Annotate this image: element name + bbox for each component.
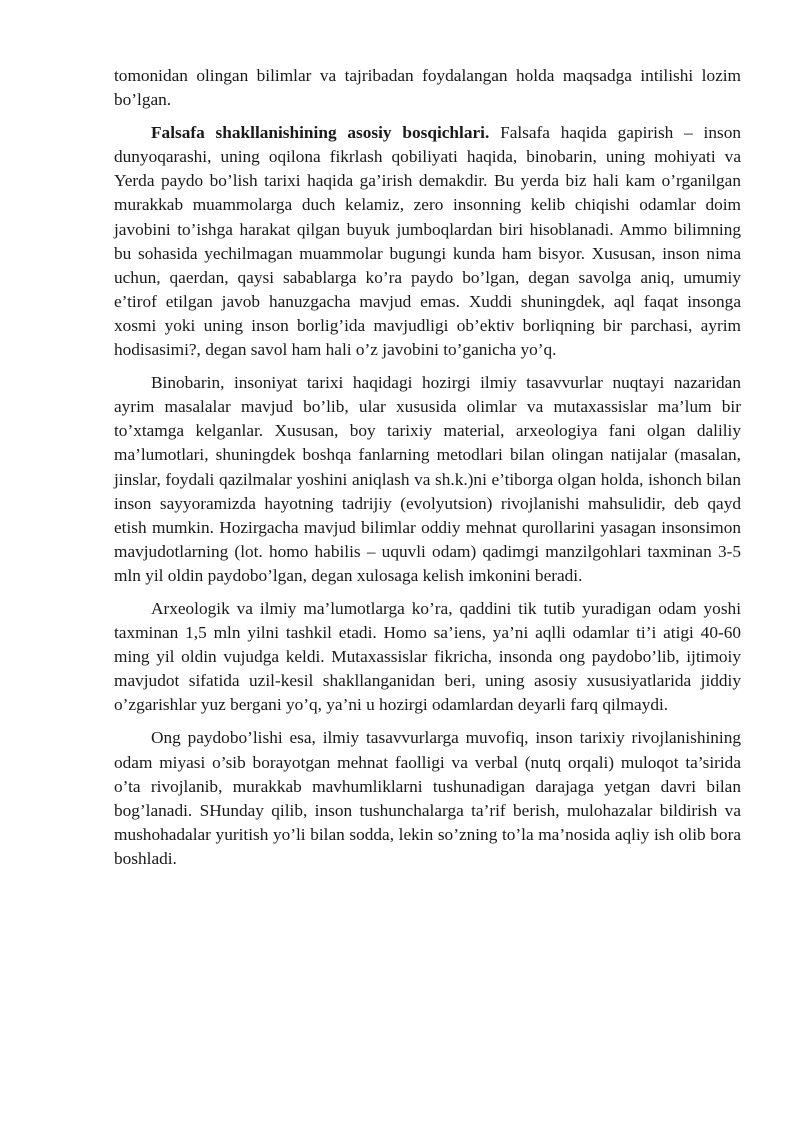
- section-heading: Falsafa shakllanishining asosiy bosqichlari.: [151, 123, 490, 143]
- paragraph-consciousness: [114, 726, 741, 871]
- paragraph-text: tomonidan olingan bilimlar va tajribadan foydalangan holda maqsadga intilishi lozim bo’lgan.: [114, 66, 741, 110]
- paragraph-history: [114, 371, 741, 588]
- paragraph-text: Falsafa haqida gapirish – inson dunyoqarashi, uning oqilona fikrlash qobiliyati haqida, binobarin, uning mohiyati va Yerda paydo bo’lish tarixi haqida ga’irish demakdir. Bu yerda biz hali kam o’rganilgan murakkab muammolarga duch kelamiz, zero insonning kelib chiqishi odamlar doim javobini to’ishga harakat qilgan buyuk jumboqlardan biri hisoblanadi. Ammo bilimning bu sohasida yechilmagan muammolar bugungi kunda ham bisyor. Xususan, inson nima uchun, qaerdan, qaysi sabablarga ko’ra paydo bo’lgan, degan savolga aniq, umumiy e’tirof etilgan javob hanuzgacha mavjud emas. Xuddi shuningdek, aql faqat insonga xosmi yoki uning inson borlig’ida mavjudligi ob’ektiv borliqning bir parchasi, ayrim hodisasimi?, degan savol ham hali o’z javobini to’ganicha yo’q.: [114, 123, 741, 360]
- paragraph-text: Binobarin, insoniyat tarixi haqidagi hozirgi ilmiy tasavvurlar nuqtayi nazaridan ayrim masalalar mavjud bo’lib, ular xususida olimlar va mutaxassislar ma’lum bir to’xtamga kelganlar. Xususan, boy tarixiy material, arxeologiya fani olgan daliliy ma’lumotlari, shuningdek boshqa fanlarning metodlari bilan olingan natijalar (masalan, jinslar, foydali qazilmalar yoshini aniqlash va sh.k.)ni e’tiborga olgan holda, ishonch bilan inson sayyoramizda hayotning tadrijiy (evolyutsion) rivojlanishi mahsulidir, deb qayd etish mumkin. Hozirgacha mavjud bilimlar oddiy mehnat qurollarini yasagan insonsimon mavjudotlarning (lot. homo habilis – uquvli odam) qadimgi manzilgohlari taxminan 3-5 mln yil oldin paydobo’lgan, degan xulosaga kelish imkonini beradi.: [114, 373, 741, 585]
- document-page: [114, 64, 741, 880]
- paragraph-text: Ong paydobo’lishi esa, ilmiy tasavvurlarga muvofiq, inson tarixiy rivojlanishining odam miyasi o’sib borayotgan mehnat faolligi va verbal (nutq orqali) muloqot ta’sirida o’ta rivojlanib, murakkab mavhumliklarni tushunadigan darajaga yetgan davri bilan bog’lanadi. SHunday qilib, inson tushunchalarga ta’rif berish, mulohazalar bildirish va mushohadalar yuritish yo’li bilan sodda, lekin so’zning to’la ma’nosida aqliy ish olib bora boshladi.: [114, 728, 741, 868]
- paragraph-text: Arxeologik va ilmiy ma’lumotlarga ko’ra, qaddini tik tutib yuradigan odam yoshi taxminan 1,5 mln yilni tashkil etadi. Homo sa’iens, ya’ni aqlli odamlar ti’i atigi 40-60 ming yil oldin vujudga keldi. Mutaxassislar fikricha, insonda ong paydobo’lib, ijtimoiy mavjudot sifatida uzil-kesil shakllanganidan beri, uning asosiy xususiyatlarida jiddiy o’zgarishlar yuz bergani yo’q, ya’ni u hozirgi odamlardan deyarli farq qilmaydi.: [114, 598, 741, 715]
- paragraph-stages: [114, 121, 741, 362]
- paragraph-archaeology: [114, 597, 741, 717]
- paragraph-continuation: [114, 64, 741, 112]
